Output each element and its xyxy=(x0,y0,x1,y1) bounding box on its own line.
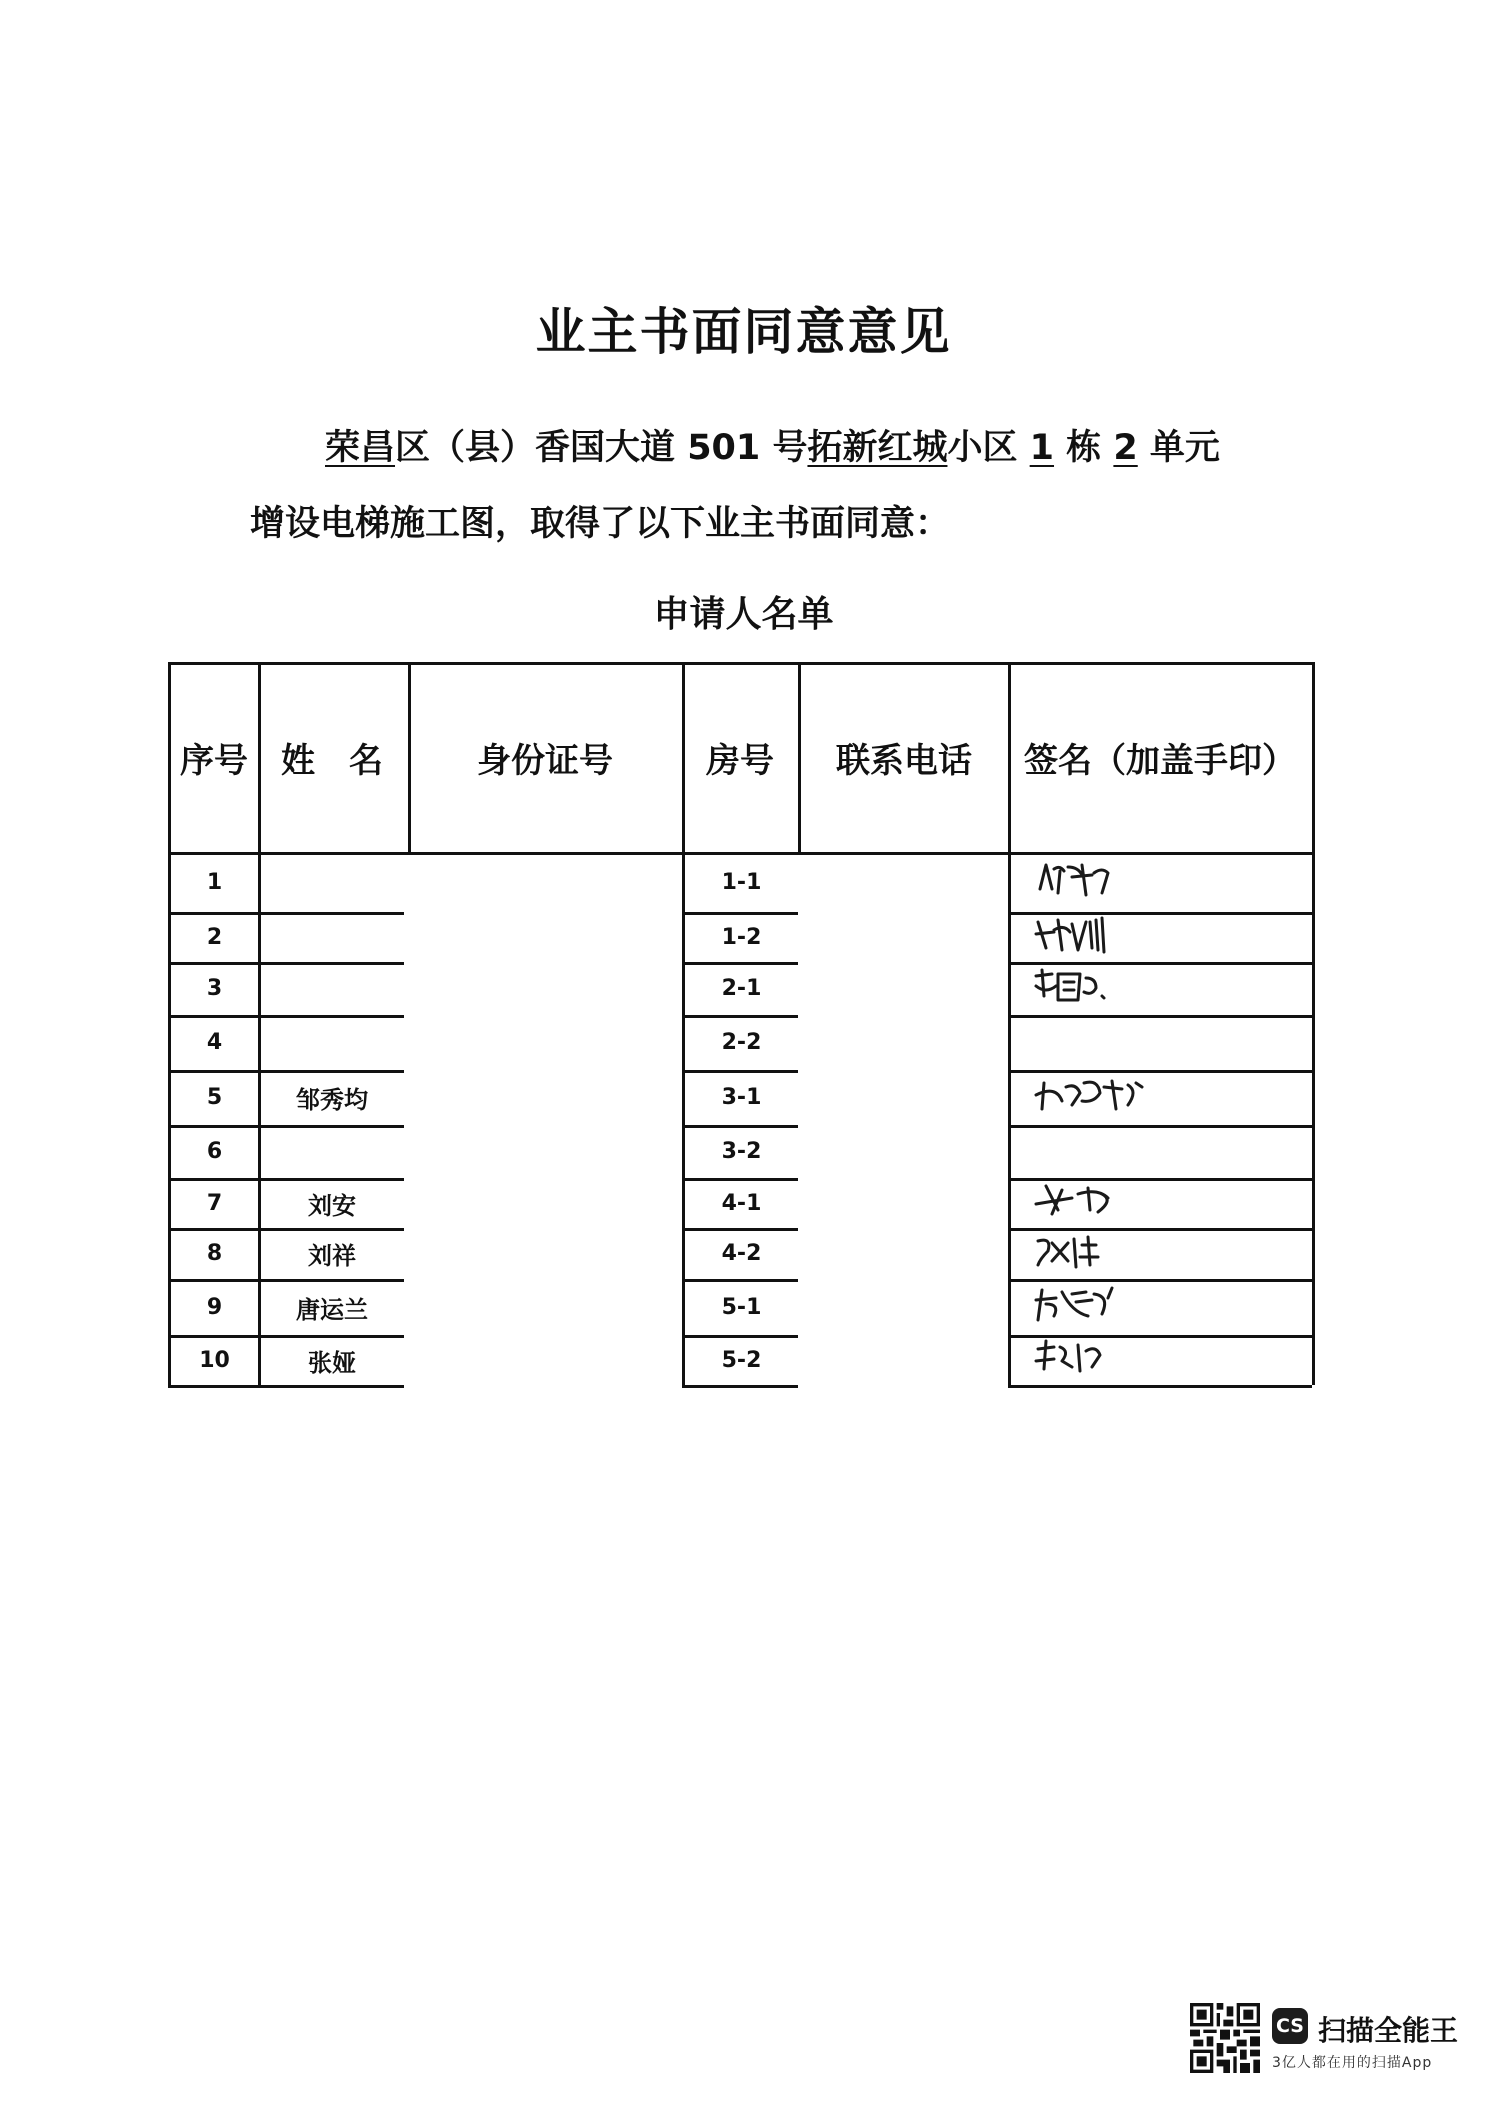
row-line xyxy=(1008,1015,1312,1018)
row-line xyxy=(682,1385,798,1388)
row-room: 5-2 xyxy=(721,1347,762,1373)
row-line xyxy=(1008,1125,1312,1128)
community-suffix: 小区 xyxy=(947,428,1030,468)
page-title: 业主书面同意意见 xyxy=(535,303,952,361)
row-phone xyxy=(800,852,1006,912)
row-name: 刘祥 xyxy=(308,1242,356,1270)
row-seq: 4 xyxy=(206,1030,223,1055)
handwritten-signature xyxy=(1032,1075,1162,1121)
row-room: 1-1 xyxy=(721,869,762,895)
row-phone xyxy=(800,1178,1006,1228)
column-line xyxy=(1008,662,1011,1385)
qr-code-icon xyxy=(1190,2003,1260,2077)
header-id-number: 身份证号 xyxy=(477,740,613,781)
row-name: 邹秀均 xyxy=(296,1086,368,1114)
row-name xyxy=(260,912,404,962)
row-name xyxy=(260,962,404,1015)
app-name: 扫描全能王 xyxy=(1318,2014,1459,2047)
handwritten-signature xyxy=(1032,1231,1162,1277)
row-room: 1-2 xyxy=(721,924,762,950)
column-line xyxy=(798,662,801,852)
row-seq: 8 xyxy=(206,1241,223,1266)
intro-address-line xyxy=(325,420,1220,470)
row-phone xyxy=(800,1279,1006,1335)
row-seq: 6 xyxy=(206,1139,223,1164)
row-name: 刘安 xyxy=(308,1191,356,1220)
handwritten-signature xyxy=(1032,859,1162,905)
row-line xyxy=(1008,1385,1312,1388)
row-room: 5-1 xyxy=(721,1294,762,1320)
row-seq: 9 xyxy=(206,1294,223,1320)
row-phone xyxy=(800,1015,1006,1070)
column-line xyxy=(1312,662,1315,1385)
row-phone xyxy=(800,962,1006,1015)
row-room: 4-1 xyxy=(721,1190,762,1216)
handwritten-signature xyxy=(1032,1337,1162,1383)
row-room: 2-1 xyxy=(721,976,762,1001)
unit-number: 2 xyxy=(1113,428,1138,468)
table-border-top xyxy=(168,662,1312,665)
row-phone xyxy=(800,1070,1006,1125)
unit-suffix: 单元 xyxy=(1137,428,1220,468)
building-suffix: 栋 xyxy=(1054,428,1114,468)
row-phone xyxy=(800,912,1006,962)
community-name: 拓新红城 xyxy=(807,428,948,468)
row-room: 3-2 xyxy=(721,1139,762,1164)
row-seq: 2 xyxy=(206,924,223,950)
handwritten-signature xyxy=(1032,1284,1162,1330)
header-name: 姓 名 xyxy=(281,740,383,781)
row-seq: 7 xyxy=(206,1190,223,1216)
row-name: 张娅 xyxy=(308,1348,356,1377)
row-line xyxy=(1008,1070,1312,1073)
row-seq: 3 xyxy=(206,976,223,1001)
row-seq: 10 xyxy=(199,1347,230,1373)
handwritten-signature xyxy=(1032,1180,1162,1226)
row-name: 唐运兰 xyxy=(296,1295,368,1324)
list-title: 申请人名单 xyxy=(653,594,834,635)
row-room: 4-2 xyxy=(721,1241,762,1266)
row-phone xyxy=(800,1125,1006,1178)
camscanner-logo: CS xyxy=(1272,2008,1308,2044)
intro-purpose-line: 增设电梯施工图，取得了以下业主书面同意： xyxy=(250,504,951,544)
header-phone: 联系电话 xyxy=(836,740,972,781)
row-seq: 1 xyxy=(206,869,223,895)
handwritten-signature xyxy=(1032,914,1162,960)
header-room: 房号 xyxy=(706,740,774,781)
row-line xyxy=(168,1385,404,1388)
row-name xyxy=(260,852,404,912)
row-room: 3-1 xyxy=(721,1085,762,1110)
header-seq: 序号 xyxy=(180,740,248,781)
handwritten-signature xyxy=(1032,966,1162,1012)
row-name xyxy=(260,1125,404,1178)
building-number: 1 xyxy=(1029,428,1055,468)
row-seq: 5 xyxy=(206,1085,223,1110)
column-line xyxy=(408,662,411,852)
district-name: 荣昌 xyxy=(325,428,396,468)
row-name xyxy=(260,1015,404,1070)
app-tagline: 3亿人都在用的扫描App xyxy=(1272,2055,1433,2071)
district-suffix: 区（县）香国大道 501 号 xyxy=(395,428,808,468)
row-phone xyxy=(800,1335,1006,1385)
row-room: 2-2 xyxy=(721,1030,762,1055)
row-phone xyxy=(800,1228,1006,1279)
row-line xyxy=(1008,1279,1312,1282)
header-signature: 签名（加盖手印） xyxy=(1024,740,1296,781)
